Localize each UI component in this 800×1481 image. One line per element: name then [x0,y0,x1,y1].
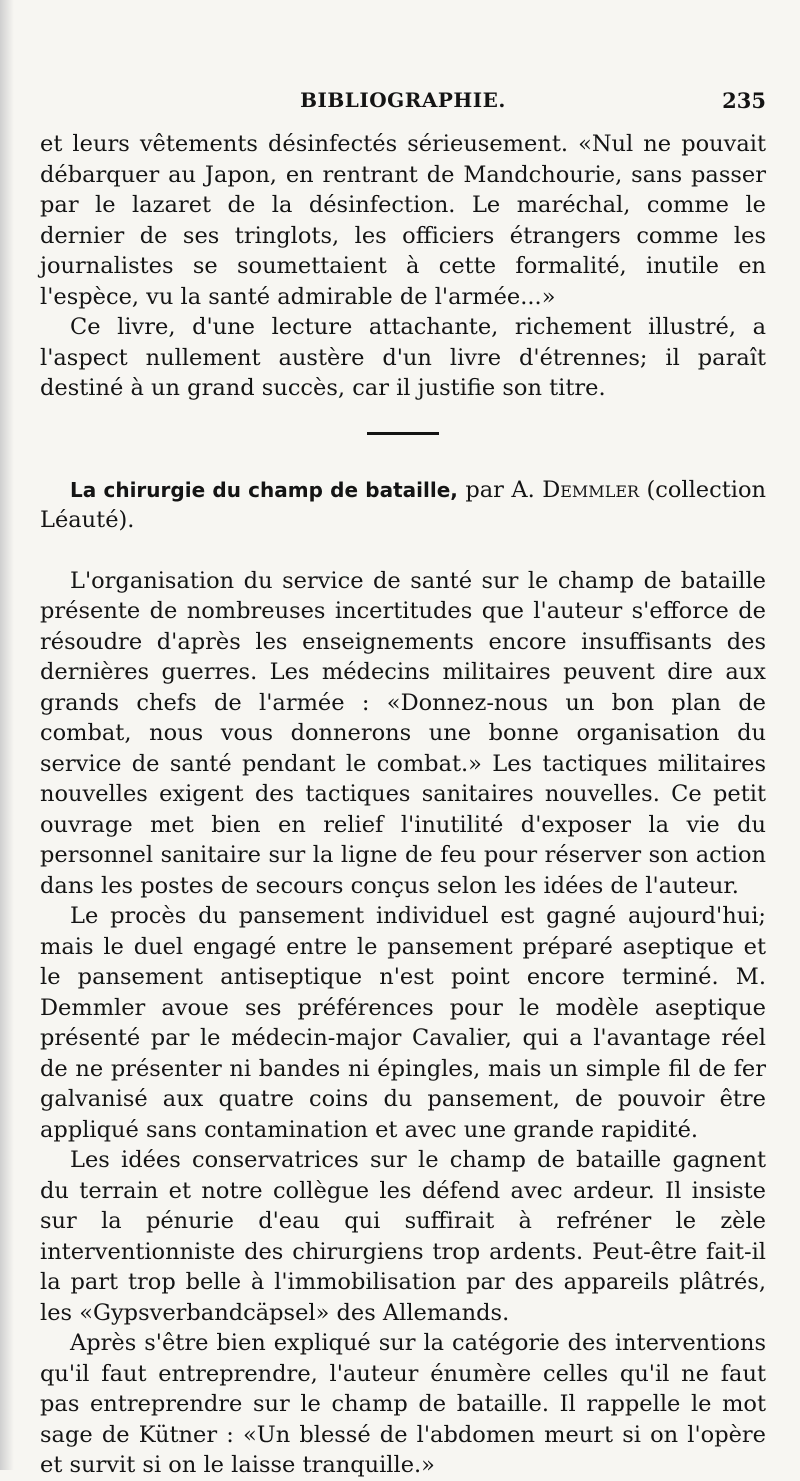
page-gutter-shadow [0,0,14,1470]
review-author: Demmler [542,476,640,503]
review-paragraph-1: L'organisation du service de santé sur le champ de bataille présente de nombreuses incertitudes que l'auteur s'efforce de résoudre d'après les enseignements encore insuffisants des dernières guerres. Les médecins militaires peuvent dire aux grands chefs de l'armée : «Donnez-nous un bon plan de combat, nous vous donnerons une bonne organisation du service de santé pendant le combat.» Les tactiques militaires nouvelles exigent des tactiques sanitaires nouvelles. Ce petit ouvrage met bien en relief l'inutilité d'exposer la vie du personnel sanitaire sur la ligne de feu pour réserver son action dans les postes de secours conçus selon les idées de l'auteur. [40,567,766,899]
page-number: 235 [722,88,766,113]
page-header [40,88,766,118]
review-paragraph-4: Après s'être bien expliqué sur la catégorie des interventions qu'il faut entreprendre, l'auteur énumère celles qu'il ne faut pas entreprendre sur le champ de bataille. Il rappelle le mot sage de Kütner : «Un blessé de l'abdomen meurt si on l'opère et survit si on le laisse tranquille.» [40,1330,766,1478]
review-paragraph-2: Le procès du pansement individuel est gagné aujourd'hui; mais le duel engagé entre le pansement préparé aseptique et le pansement antiseptique n'est point encore terminé. M. Demmler avoue ses préférences pour le modèle aseptique présenté par le médecin-major Cavalier, qui a l'avantage réel de ne présenter ni bandes ni épingles, mais un simple fil de fer galvanisé aux quatre coins du pansement, de pouvoir être appliqué sans contamination et avec une grande rapidité. [40,903,766,1143]
review-heading [40,475,766,536]
previous-review-paragraph-2: Ce livre, d'une lecture attachante, richement illustré, a l'aspect nullement austère d'un livre d'étrennes; il paraît destiné à un grand succès, car il justifie son titre. [40,314,766,401]
section-divider [367,432,439,435]
review-collection: (collection Léauté). [40,476,766,533]
running-head: BIBLIOGRAPHIE. [300,88,506,112]
previous-review-paragraph-1: et leurs vêtements désinfectés sérieusement. «Nul ne pouvait débarquer au Japon, en rentrant de Mandchourie, sans passer par le lazaret de la désinfection. Le maréchal, comme le dernier de ses tringlots, les officiers étrangers comme les journalistes se soumettaient à cette formalité, inutile en l'espèce, vu la santé admirable de l'armée...» [40,131,766,310]
review-title: La chirurgie du champ de bataille, [70,477,458,502]
page-body [40,129,766,1481]
review-by: par A. [465,476,535,503]
review-paragraph-3: Les idées conservatrices sur le champ de bataille gagnent du terrain et notre collègue les défend avec ardeur. Il insiste sur la pénurie d'eau qui suffirait à refréner le zèle interventionniste des chirurgiens trop ardents. Peut-être fait-il la part trop belle à l'immobilisation par des appareils plâtrés, les «Gypsverbandcäpsel» des Allemands. [40,1147,766,1326]
